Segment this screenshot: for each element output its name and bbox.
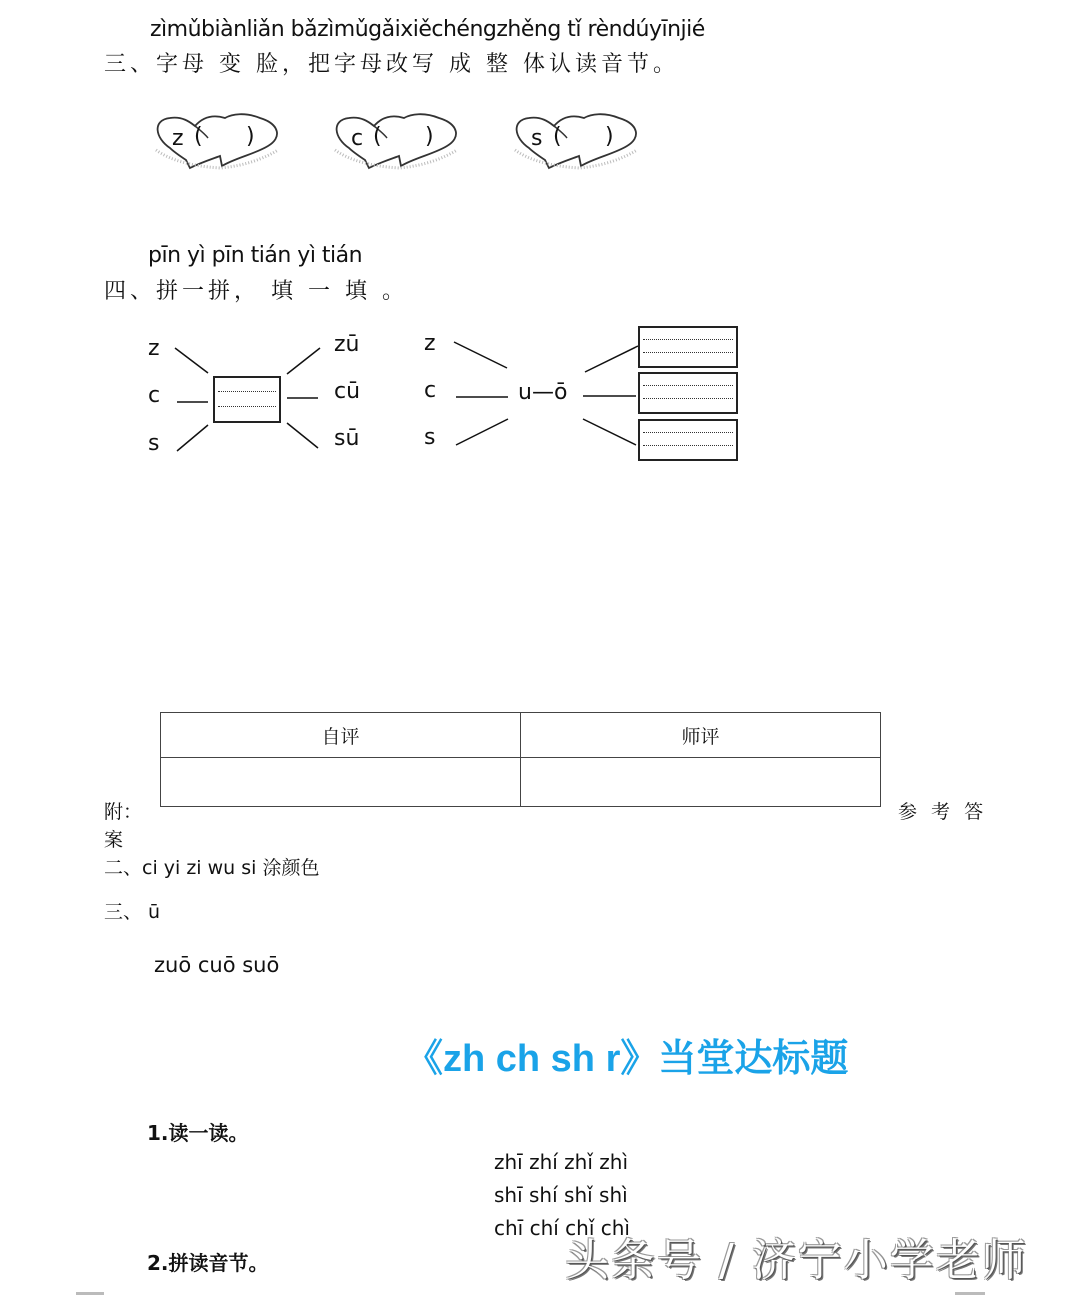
reading-row-shi: shī shí shǐ shì: [494, 1183, 628, 1207]
reference-answer-label: 参 考 答: [898, 801, 988, 823]
answer-writing-box-1[interactable]: [638, 326, 738, 368]
close-paren: ): [605, 124, 614, 149]
answer-line-2: 二、ci yi zi wu si 涂颜色: [104, 857, 320, 879]
reading-row-zhi: zhī zhí zhǐ zhì: [494, 1150, 628, 1174]
answer-writing-box[interactable]: [213, 376, 281, 423]
teacher-eval-header: 师评: [521, 713, 881, 758]
section3-heading: 三、字母 变 脸，把字母改写 成 整 体认读音节。: [104, 52, 679, 77]
reference-answer-label-wrap: 案: [104, 829, 124, 851]
open-paren: (: [373, 124, 382, 149]
close-paren: ): [425, 124, 434, 149]
evaluation-table: [160, 712, 881, 807]
answer-writing-box-3[interactable]: [638, 419, 738, 461]
self-eval-cell[interactable]: [161, 758, 521, 807]
syllable-su: sū: [334, 426, 360, 451]
section4-heading: 四、拼一拼， 填 一 填 。: [104, 279, 408, 304]
initial-c: c: [148, 383, 161, 408]
initial-s: s: [148, 431, 160, 456]
watermark: 头条号 / 济宁小学老师: [565, 1235, 1028, 1286]
syllable-cu: cū: [334, 379, 361, 404]
page-edge-mark: [955, 1292, 985, 1295]
connector-lines: [0, 0, 1080, 500]
answer-writing-box-2[interactable]: [638, 372, 738, 414]
close-paren: ): [246, 124, 255, 149]
self-eval-header: 自评: [161, 713, 521, 758]
answer-line-4: zuō cuō suō: [154, 953, 280, 977]
initial-z: z: [148, 336, 160, 361]
initial-c: c: [424, 378, 437, 403]
heart-letter: z: [172, 126, 184, 151]
final-uo: u—ō: [518, 380, 568, 405]
initial-z: z: [424, 331, 436, 356]
syllable-zu: zū: [334, 332, 360, 357]
question-1-label: 1.读一读。: [147, 1121, 249, 1145]
open-paren: (: [194, 124, 203, 149]
teacher-eval-cell[interactable]: [521, 758, 881, 807]
reading-row-chi: chī chí chǐ chì: [494, 1216, 630, 1240]
heart-letter: s: [531, 126, 543, 151]
initial-s: s: [424, 425, 436, 450]
page-edge-mark: [76, 1292, 104, 1295]
open-paren: (: [553, 124, 562, 149]
lesson-title: 《zh ch sh r》当堂达标题: [405, 1038, 849, 1080]
question-2-label: 2.拼读音节。: [147, 1251, 269, 1275]
answer-line-3: 三、 ū: [104, 901, 161, 923]
section3-pinyin: zìmǔbiànliǎn bǎzìmǔgǎixiěchéngzhěng tǐ rèndúyīnjié: [150, 17, 705, 42]
heart-letter: c: [351, 126, 364, 151]
appendix-prefix: 附：: [104, 801, 143, 823]
section4-pinyin: pīn yì pīn tián yì tián: [148, 243, 363, 268]
